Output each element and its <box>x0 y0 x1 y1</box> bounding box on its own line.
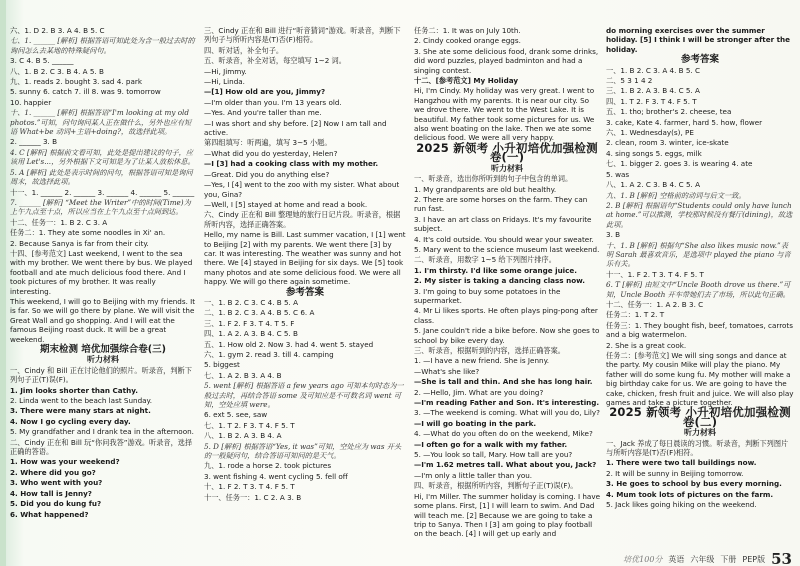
col2-line: 七、1. T 2. F 3. T 4. F 5. T <box>204 420 295 430</box>
col1-line: 二、Cindy 正在和 Bill 玩“你问我答”游戏。听录音，选择正确的答语。 <box>10 437 193 457</box>
col2-line: —Yes, I [4] went to the zoo with my sister. What about you, Gina? <box>204 180 400 199</box>
col4-line: 6. T [解析] 由短文中“Uncle Booth drove us there.”可知，Uncle Booth 开车带她们去了市场，所以此句正确。 <box>606 280 791 299</box>
col1-line: 十一、1. ______ 2. ______ 3. ______ 4. ______ 5. ______ <box>10 187 195 197</box>
col1-line: This weekend, I will go to Beijing with my friends. It is far. So we will go there by plane. We will visit the Great Wall and go shopping. And I will eat the famous Beijing roast duck. It will be a great weekend. <box>10 296 196 344</box>
col4-line: 二、5 3 1 4 2 <box>606 76 653 86</box>
col2-line: —Hi, Jimmy. <box>204 66 247 76</box>
term: 下册 <box>720 554 737 564</box>
col3-line: —She is tall and thin. And she has long hair. <box>414 377 593 387</box>
col2-line: 6. ext 5. see, saw <box>204 410 268 420</box>
col4-line: 任务二：1. T 2. T <box>606 310 665 320</box>
col3-line: 1. —I have a new friend. She is Jenny. <box>414 356 550 366</box>
col4-line: 九、1. B [解析] 空格前的动词与后文一致。 <box>606 190 746 200</box>
col1-line: 4. Now I go cycling every day. <box>10 416 131 426</box>
col4-line: 5. Jack likes going hiking on the weekend. <box>606 500 757 510</box>
col1-line: 一、Cindy 和 Bill 正在讨论他们的照片。听录音，判断下列句子正(T)误(F)。 <box>10 365 192 385</box>
subject: 英语 <box>668 554 685 564</box>
col1-line: 1. How was your weekend? <box>10 457 120 467</box>
col3-line: 1. My grandparents are old but healthy. <box>414 184 557 194</box>
col4-line: 2. It will be sunny in Beijing tomorrow. <box>606 468 744 478</box>
col1-line: 7. ______ [解析] “Meet the Writer”中的时间(Time)为上午九点至十点，所以应当在上午九点至十点间到达。 <box>10 197 191 217</box>
col1-line: 4. C [解析] 根据前文看可知，此处是提出建议的句子，应该用 Let's...，另外根据下文可知是为了让某人放松休息。 <box>10 147 195 167</box>
col2-line: 三、Cindy 正在和 Bill 进行“听音猜词”游戏。听录音，判断下列句子与所听内容是(T)否(F)相符。 <box>204 26 401 45</box>
col2-line: 五、1. How old 2. Now 3. had 4. went 5. stayed <box>204 339 374 349</box>
col2-line: 六、Cindy 正在和 Bill 整理她的旅行日记片段。听录音，根据所听内容，选择正确答案。 <box>204 210 401 229</box>
col1-line: 10. happier <box>10 97 52 107</box>
col4-line: 2025 新领考 小升初培优加强检测卷(二) <box>609 405 791 429</box>
col3-line: 2. Cindy cooked orange eggs. <box>414 36 521 46</box>
col2-line: —Yes. And you're taller than me. <box>204 108 322 118</box>
edition: PEP版 <box>742 554 766 564</box>
col4-line: 4. Mum took lots of pictures on the farm. <box>606 489 774 499</box>
col3-line: 4. It's cold outside. You should wear your sweater. <box>414 234 594 244</box>
col3-line: 四、听录音，根据所听内容，判断句子正(T)误(F)。 <box>414 481 578 491</box>
col3-line: Hi, I'm Cindy. My holiday was very great. I went to Hangzhou with my parents. It is near our city. So we drove there. We went to the West Lake. It is beautiful. My father took some pictures for us. We also went boating on the lake. Then we ate some delicious food. We were all very happy. <box>414 86 595 143</box>
col2-line: 5. went [解析] 根据答语 a few years ago 可知本句时态为一般过去时，再结合答语 some 及可知应是不可数名词 went 可知，空处应填 were。 <box>204 381 404 410</box>
col3-line: —I'm only a little taller than you. <box>414 470 533 480</box>
col4-line: 一、Jack 养成了每日晨读的习惯。听录音，判断下列图片与所听内容是(T)否(F)相符。 <box>606 438 789 458</box>
col2-line: —Great. Did you do anything else? <box>204 169 330 179</box>
col4-line: 3. He goes to school by bus every morning. <box>606 479 782 489</box>
col3-line: 三、听录音，根据听到的内容，选择正确答案。 <box>414 346 565 355</box>
col3-line: 听力材料 <box>491 163 523 173</box>
col1-line: 6. What happened? <box>10 509 89 519</box>
col3-line: Hi, I'm Miller. The summer holiday is coming. I have some plans. First, [1] I will learn to swim. And Dad will teach me. [2] Because we are going to take a trip to Sanya. Then I [3] am going to play football on the beach. [4] I will get up early and <box>414 491 600 539</box>
col4-line: 四、1. T 2. F 3. T 4. F 5. T <box>606 96 697 106</box>
col2-line: 八、1. B 2. A 3. B 4. A <box>204 431 282 441</box>
col1-line: 5. Did you do kung fu? <box>10 499 102 509</box>
col2-line: 十一、任务一：1. C 2. A 3. B <box>204 492 302 502</box>
col3-line: 2025 新领考 小升初培优加强检测卷(一) <box>416 140 598 165</box>
col3-line: 任务二：1. It was on July 10th. <box>414 26 521 35</box>
col4-line: 3. B <box>606 230 621 240</box>
col2-line: 5. biggest <box>204 360 240 370</box>
col2-line: —I [3] had a cooking class with my mother. <box>204 159 379 169</box>
col2-line: —Well, I [5] stayed at home and read a book. <box>204 199 368 209</box>
col1-line: 十四、[参考范文] Last weekend, I went to the sea with my brother. We went there by bus. We played football and ate much delicious food there. And I took pictures of my brother. It was really interesting. <box>10 248 193 296</box>
col4-line: 六、1. Wednesday(s), PE <box>606 128 694 138</box>
col2-line: Hello, my name is Bill. Last summer vacation, I [1] went to Beijing [2] with my parents. We went there [3] by car. It was interesting. The weather was sunny and hot there. We [4] stayed in Beijing for six days. We [5] took many photos and ate some delicious food. We were all happy. We will go there again sometime. <box>204 230 406 287</box>
col3-line: —I'm reading Father and Son. It's interesting. <box>414 398 600 408</box>
col4-line: 2. clean, room 3. winter, ice-skate <box>606 138 729 148</box>
column-3 <box>414 26 600 542</box>
column-2 <box>204 26 406 542</box>
col1-line: 2. ______ 3. B <box>10 137 58 147</box>
col3-line: —I often go for a walk with my father. <box>414 439 568 449</box>
col1-line: 2. Where did you go? <box>10 467 96 477</box>
column-4 <box>606 26 794 542</box>
col4-line: 十二、任务一：1. A 2. B 3. C <box>606 299 704 309</box>
col1-line: 七、1. ______ [解析] 根据答语可知此处为含一般过去时的询问怎么去某地的特殊疑问句。 <box>10 36 195 55</box>
col4-line: 1. There were two tall buildings now. <box>606 458 757 468</box>
col4-line: 听力材料 <box>684 428 716 438</box>
col4-line: 5. was <box>606 169 630 179</box>
col4-line: do morning exercises over the summer holiday. [5] I think I will be stronger after the holiday. <box>606 26 791 54</box>
col3-line: 二、听录音，用数字 1~5 给下列图片排序。 <box>414 255 556 265</box>
col3-line: 3. —The weekend is coming. What will you do, Lily? <box>414 408 600 418</box>
col4-line: 3. cake, Kate 4. farmer, hard 5. how, flower <box>606 117 763 127</box>
col1-line: 2. Because Sanya is far from their city. <box>10 238 149 248</box>
col2-line: —Hi, Linda. <box>204 77 245 87</box>
col4-line: 任务三：1. They bought fish, beef, tomatoes, carrots and a big watermelon. <box>606 320 793 340</box>
page-footer <box>623 549 792 566</box>
col4-line: 2. She is a great cook. <box>606 340 687 350</box>
col1-line: 2. Linda went to the beach last Sunday. <box>10 396 153 406</box>
col4-line: 八、1. A 2. C 3. B 4. C 5. A <box>606 180 701 190</box>
col4-line: 参考答案 <box>680 54 719 66</box>
col1-line: 听力材料 <box>87 355 119 365</box>
col4-line: 2. B [解析] 根据语句“Students could only have lunch at home.”可以推测，学校那时候没有餐厅(dining)，故选此项。 <box>606 200 793 229</box>
col2-line: 参考答案 <box>285 286 324 298</box>
col2-line: 第四组填写：听两遍，填写 3~5 小题。 <box>204 138 332 148</box>
col4-line: 五、1. tho; brother's 2. cheese, tea <box>606 107 732 117</box>
col3-line: 4. Mr Li likes sports. He often plays ping-pong after class. <box>414 306 598 325</box>
col1-line: 八、1. B 2. C 3. B 4. A 5. B <box>10 66 104 76</box>
col3-line: —I will go boating in the park. <box>414 418 537 428</box>
col1-line: 3. C 4. B 5. ______ <box>10 56 74 66</box>
col3-line: 十二、[参考范文] My Holiday <box>414 76 519 86</box>
book-name: 培优100分 <box>623 554 663 564</box>
col3-line: —What's she like? <box>414 366 480 376</box>
col3-line: 3. She ate some delicious food, drank some drinks, did word puzzles, played badminton and had a singing contest. <box>414 46 599 75</box>
col1-line: 任务二：1. They ate some noodles in Xi' an. <box>10 228 166 238</box>
col4-line: 一、1. B 2. C 3. A 4. B 5. C <box>606 65 701 75</box>
col1-line: 5. A [解析] 此处是表示时间的问句，根据答语可知是询问周末，故选择此项。 <box>10 167 193 187</box>
col3-line: 3. I'm going to buy some potatoes in the supermarket. <box>414 286 561 305</box>
col3-line: 4. —What do you often do on the weekend, Mike? <box>414 429 593 439</box>
col2-line: 五、听录音，补全对话，每空填写 1~2 词。 <box>204 56 346 66</box>
col2-line: 七、1. A 2. B 3. A 4. B <box>204 370 282 380</box>
col3-line: 5. Jane couldn't ride a bike before. Now she goes to school by bike every day. <box>414 326 600 345</box>
page-edge <box>0 0 6 566</box>
col2-line: 5. D [解析] 根据答语“Yes, it was”可知，空处应为 was 开头的一般疑问句，结合答语可知问的是天气。 <box>204 441 402 461</box>
col4-line: 十、1. B [解析] 根据句“She also likes music now.”表明 Sarah 最喜欢音乐，是选项中 played the piano 与音乐有关。 <box>606 240 791 269</box>
col3-line: 1. I'm thirsty. I'd like some orange juice. <box>414 265 578 275</box>
col3-line: —I'm 1.62 metres tall. What about you, Jack? <box>414 460 597 470</box>
col2-line: 四、1. A 2. A 3. B 4. C 5. B <box>204 329 298 339</box>
col4-line: 十一、1. F 2. T 3. T 4. F 5. T <box>606 269 704 279</box>
col2-line: —What did you do yesterday, Helen? <box>204 148 338 158</box>
col1-line: 1. Jim looks shorter than Cathy. <box>10 385 138 395</box>
col2-line: 三、1. F 2. F 3. T 4. T 5. F <box>204 318 295 328</box>
col1-line: 3. There were many stars at night. <box>10 406 151 416</box>
col3-line: 3. I have an art class on Fridays. It's my favourite subject. <box>414 214 592 234</box>
col3-line: 一、听录音，选出你所听到的句子中包含的单词。 <box>414 174 573 184</box>
col4-line: 三、1. B 2. A 3. B 4. C 5. A <box>606 86 700 96</box>
col3-line: 2. There are some horses on the farm. They can run fast. <box>414 194 588 214</box>
col1-line: 期末检测 培优加强综合卷(三) <box>40 344 166 355</box>
col2-line: 九、1. rode a horse 2. took pictures <box>204 461 332 471</box>
col3-line: 5. Mary went to the science museum last weekend. <box>414 244 600 254</box>
col4-line: 七、1. bigger 2. goes 3. is wearing 4. ate <box>606 159 753 169</box>
col2-line: 六、1. gym 2. read 3. till 4. camping <box>204 350 334 359</box>
col2-line: 3. went fishing 4. went cycling 5. fell off <box>204 471 348 481</box>
col2-line: —[1] How old are you, Jimmy? <box>204 87 326 97</box>
col2-line: 二、1. B 2. C 3. A 4. B 5. C 6. A <box>204 308 315 318</box>
col2-line: —I'm older than you. I'm 13 years old. <box>204 97 342 107</box>
col3-line: 5. —You look so tall, Mary. How tall are you? <box>414 450 573 460</box>
col1-line: 4. How tall is Jenny? <box>10 488 92 498</box>
col4-line: 任务二：[参考范文] We will sing songs and dance at the party. My cousin Mike will play the piano. My father will do some kung fu. My mother will make a big birthday cake for us. We are going to have the cake, chicken, fresh fruit and juice. We will also play games and take a picture together. <box>606 351 794 408</box>
col3-line: 2. —Hello, Jim. What are you doing? <box>414 387 544 397</box>
column-1 <box>10 26 196 542</box>
col1-line: 5. sunny 6. catch 7. ill 8. was 9. tomorrow <box>10 87 161 97</box>
col1-line: 5. My grandfather and I drank tea in the afternoon. <box>10 427 194 437</box>
col3-line: 2. My sister is taking a dancing class now. <box>414 276 586 286</box>
page-number: 53 <box>771 549 792 566</box>
col2-line: 一、1. B 2. C 3. C 4. B 5. A <box>204 297 299 307</box>
grade: 六年级 <box>690 554 715 564</box>
col1-line: 十、1. ______ [解析] 根据答语“I'm looking at my old photos.”可知，问句询问某人正在做什么，另外也应有短语 What+be 动词+主语+doing?，故选择此项。 <box>10 108 192 137</box>
col1-line: 六、1. D 2. B 3. A 4. B 5. C <box>10 26 105 35</box>
col2-line: —I was short and shy before. [2] Now I am tall and active. <box>204 118 387 138</box>
col2-line: 四、听对话，补全句子。 <box>204 45 284 55</box>
col1-line: 九、1. reads 2. bought 3. sad 4. park <box>10 77 142 87</box>
col4-line: 4. sing songs 5. eggs, milk <box>606 148 702 158</box>
col1-line: 十二、任务一：1. B 2. C 3. A <box>10 217 108 227</box>
col2-line: 十、1. F 2. T 3. T 4. F 5. T <box>204 482 295 492</box>
col1-line: 3. Who went with you? <box>10 478 103 488</box>
